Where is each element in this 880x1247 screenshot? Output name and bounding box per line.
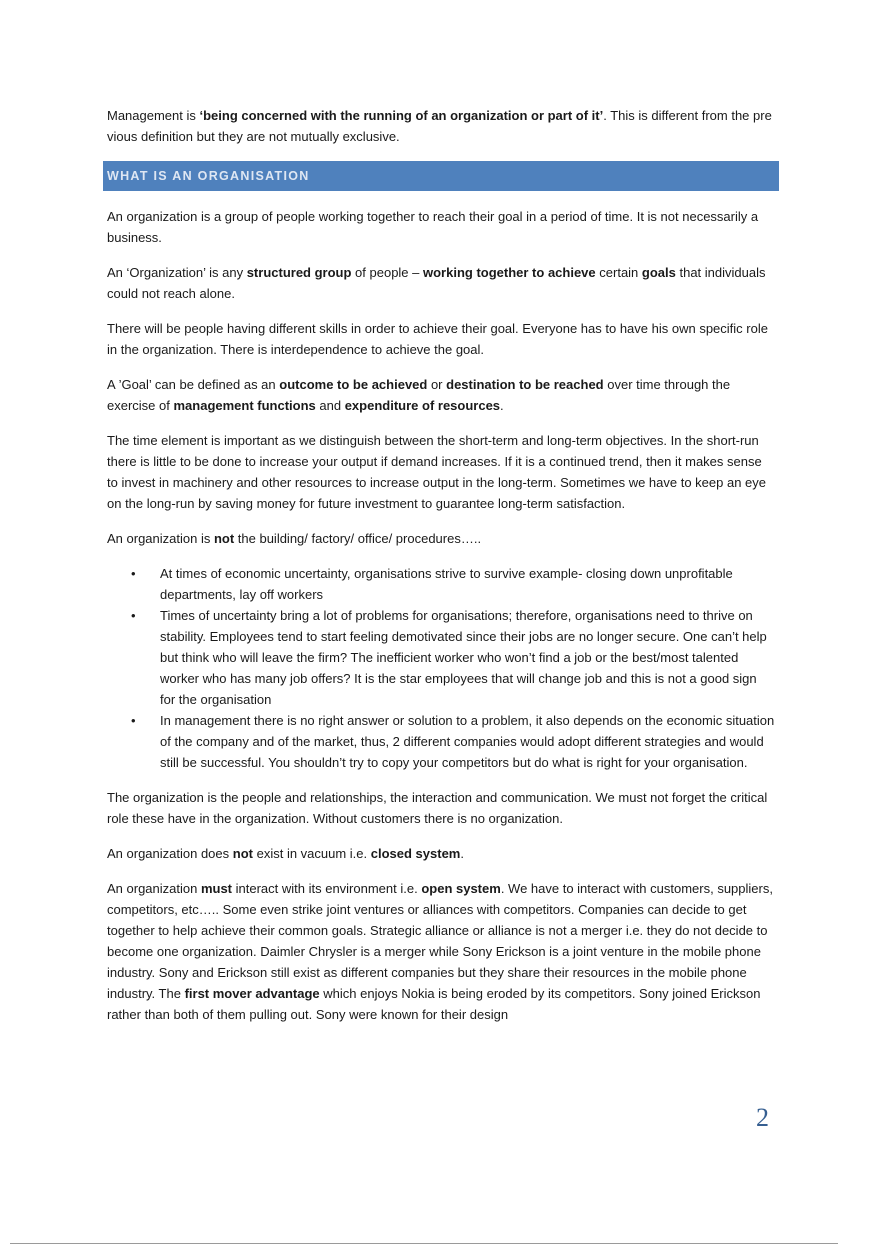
text-run: over time through the exercise of (107, 377, 731, 413)
page-number: 2 (756, 1103, 769, 1132)
text-run: . This is different from the pre vious definition but they are not mutually exclusive. (107, 108, 772, 144)
not-building-paragraph (107, 528, 775, 549)
text-run: An ‘Organization’ is any (107, 265, 247, 280)
closed-system-paragraph (107, 843, 775, 864)
text-run: An organization is (107, 531, 214, 546)
text-run: which enjoys Nokia is being eroded by its competitors. Sony joined Erickson rather than both of them pulling out. Sony were known for their design (107, 986, 761, 1022)
text-run: or (427, 377, 447, 392)
section-heading: WHAT IS AN ORGANISATION (103, 161, 779, 191)
bold-phrase: not (213, 531, 235, 546)
bold-phrase: open system (421, 881, 501, 896)
text-run: . We have to interact with customers, suppliers, competitors, etc….. Some even strike joint ventures or alliances with competitors. Companies can decide to get together to help achieve their common goals. Strategic alliance or alliance is not a merger i.e. they do not decide to become one organization. Daimler Chrysler is a merger while Sony Erickson is a joint venture in the mobile phone industry. Sony and Erickson still exist as different companies but they share their resources in the mobile phone industry. The (107, 881, 773, 1001)
bold-phrase: ‘being concerned with the running of an organization or part of it’ (199, 108, 604, 123)
text-run: An organization does (107, 846, 233, 861)
bold-phrase: structured group (246, 265, 352, 280)
people-relationships-paragraph: The organization is the people and relationships, the interaction and communication. We must not forget the critical role these have in the organization. Without customers there is no organization. (107, 790, 768, 826)
bold-phrase: outcome to be achieved (279, 377, 428, 392)
bold-phrase: must (200, 881, 233, 896)
bullet-icon: • (131, 713, 136, 728)
bold-phrase: expenditure of resources (344, 398, 501, 413)
footer-divider (10, 1243, 838, 1244)
bold-phrase: destination to be reached (446, 377, 604, 392)
list-item-text: Times of uncertainty bring a lot of problems for organisations; therefore, organisations need to thrive on stability. Employees tend to start feeling demotivated since their jobs are no longer secure. One can’t help but think who will leave the firm? The inefficient worker who won’t find a job or the best/most talented worker who has many job offers? It is the star employees that will change job and this is not a good sign for the organisation (160, 608, 767, 707)
text-run: A ’Goal’ can be defined as an (107, 377, 280, 392)
bullet-icon: • (131, 566, 136, 581)
text-run: . (460, 846, 464, 861)
text-run: that individuals could not reach alone. (107, 265, 766, 301)
management-definition-paragraph (107, 105, 775, 147)
organization-definition-paragraph: An organization is a group of people working together to reach their goal in a period of time. It is not necessarily a business. (107, 209, 759, 245)
text-run: exist in vacuum i.e. (252, 846, 371, 861)
bullet-icon: • (131, 608, 136, 623)
bold-phrase: goals (641, 265, 676, 280)
bold-phrase: not (232, 846, 253, 861)
list-item (107, 710, 775, 773)
bold-phrase: working together to achieve (423, 265, 596, 280)
list-item-text: At times of economic uncertainty, organisations strive to survive example- closing down unprofitable departments, lay off workers (160, 566, 733, 602)
text-run: the building/ factory/ office/ procedures….. (234, 531, 482, 546)
text-run: An organization (107, 881, 201, 896)
bullet-list (107, 563, 775, 773)
list-item (107, 605, 775, 710)
list-item-text: In management there is no right answer or solution to a problem, it also depends on the economic situation of the company and of the market, thus, 2 different companies would adopt different strategies and would still be successful. You shouldn’t try to copy your competitors but do what is right for your organisation. (160, 713, 775, 770)
text-run: interact with its environment i.e. (232, 881, 422, 896)
text-run: of people – (351, 265, 423, 280)
structured-group-paragraph (107, 262, 775, 304)
text-run: certain (595, 265, 642, 280)
page-body (107, 105, 775, 1039)
bold-phrase: first mover advantage (184, 986, 320, 1001)
open-system-paragraph (107, 878, 775, 1025)
text-run: Management is (107, 108, 200, 123)
skills-paragraph: There will be people having different skills in order to achieve their goal. Everyone has to have his own specific role in the organization. There is interdependence to achieve the goal. (107, 321, 768, 357)
text-run: . (500, 398, 504, 413)
list-item (107, 563, 775, 605)
goal-definition-paragraph (107, 374, 775, 416)
time-element-paragraph: The time element is important as we distinguish between the short-term and long-term objectives. In the short-run there is little to be done to increase your output if demand increases. If it is a continued trend, then it makes sense to invest in machinery and other resources to increase output in the long-term. Sometimes we have to keep an eye on the long-run by saving money for future investment to guarantee long-term satisfaction. (107, 433, 767, 511)
bold-phrase: management functions (173, 398, 316, 413)
text-run: and (315, 398, 345, 413)
bold-phrase: closed system (370, 846, 461, 861)
